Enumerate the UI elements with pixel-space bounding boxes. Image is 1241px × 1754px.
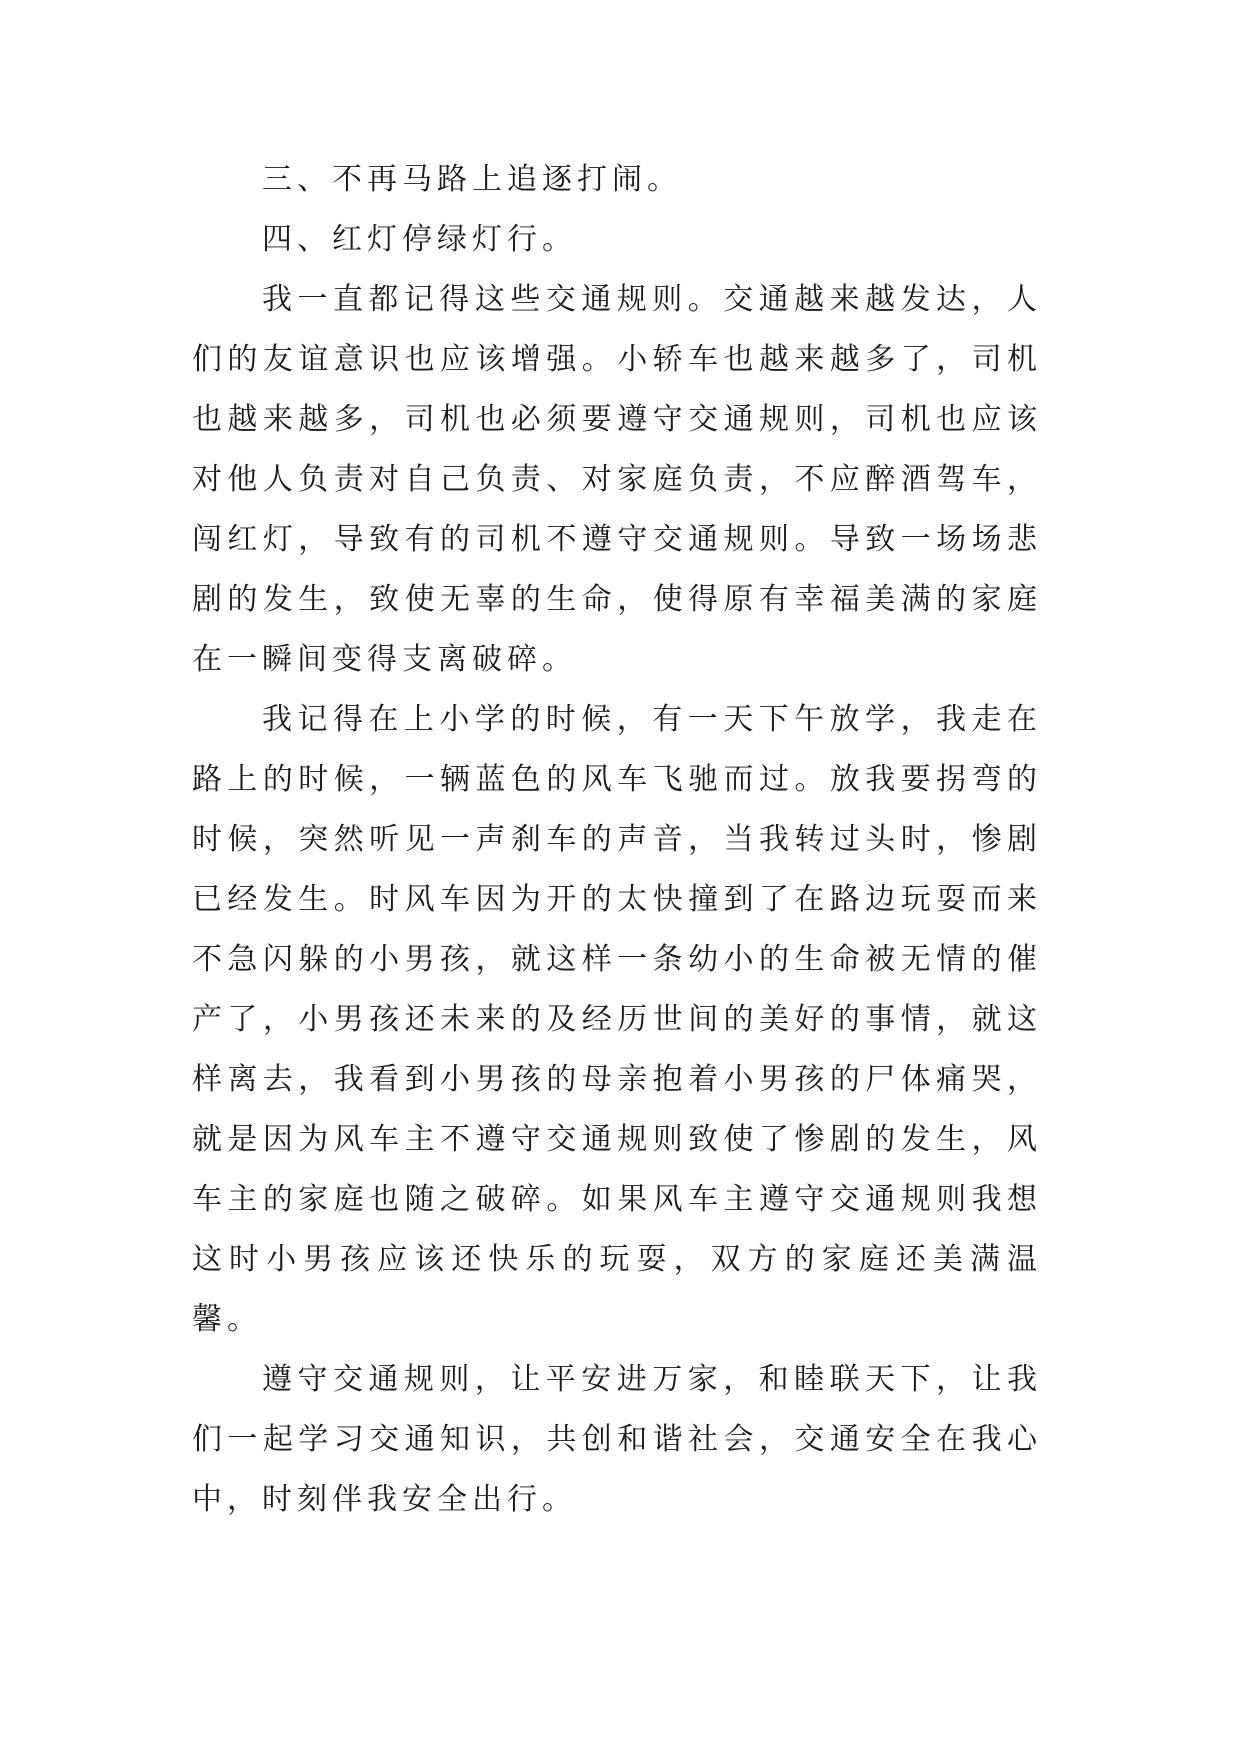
paragraph-remember-rules: 我一直都记得这些交通规则。交通越来越发达，人们的友谊意识也应该增强。小轿车也越来越多了，司机也越来越多，司机也必须要遵守交通规则，司机也应该对他人负责对自己负责、对家庭负责，不应醉酒驾车，闯红灯，导致有的司机不遵守交通规则。导致一场场悲剧的发生，致使无辜的生命，使得原有幸福美满的家庭在一瞬间变得支离破碎。 [192,282,1042,677]
paragraph-conclusion: 遵守交通规则，让平安进万家，和睦联天下，让我们一起学习交通知识，共创和谐社会，交通安全在我心中，时刻伴我安全出行。 [192,1362,1042,1517]
body-text [192,150,1042,1530]
paragraph-rule-four: 四、红灯停绿灯行。 [262,222,577,257]
paragraph-accident-story: 我记得在上小学的时候，有一天下午放学，我走在路上的时候，一辆蓝色的风车飞驰而过。放我要拐弯的时候，突然听见一声刹车的声音，当我转过头时，惨剧已经发生。时风车因为开的太快撞到了在路边玩耍而来不急闪躲的小男孩，就这样一条幼小的生命被无情的催产了，小男孩还未来的及经历世间的美好的事情，就这样离去，我看到小男孩的母亲抱着小男孩的尸体痛哭，就是因为风车主不遵守交通规则致使了惨剧的发生，风车主的家庭也随之破碎。如果风车主遵守交通规则我想这时小男孩应该还快乐的玩耍，双方的家庭还美满温馨。 [192,702,1042,1337]
paragraph-rule-three: 三、不再马路上追逐打闹。 [262,162,682,197]
